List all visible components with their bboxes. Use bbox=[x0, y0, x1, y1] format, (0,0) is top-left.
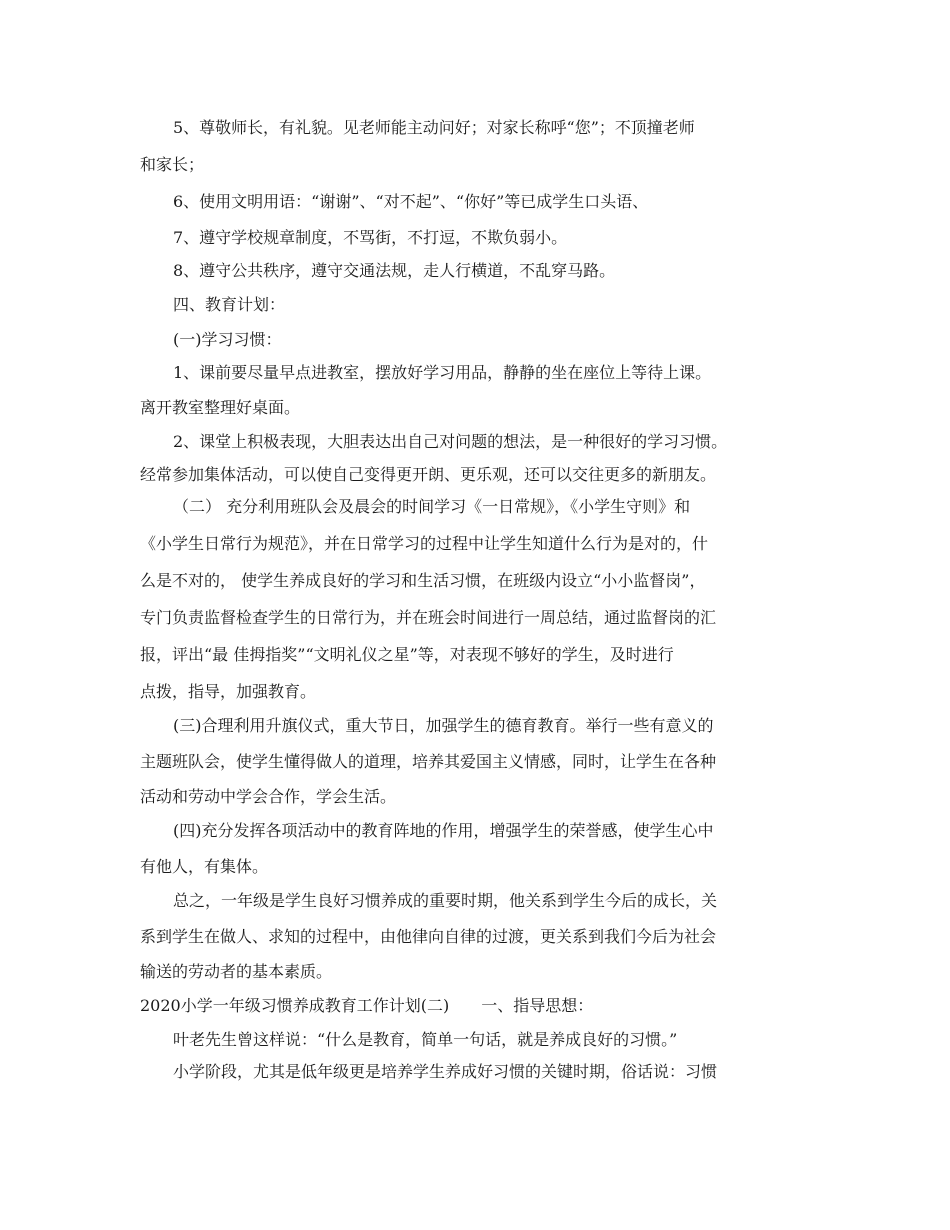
text-line: (四)充分发挥各项活动中的教育阵地的作用，增强学生的荣誉感，使学生心中 bbox=[173, 821, 714, 840]
subsection-heading: (一)学习习惯： bbox=[173, 330, 282, 349]
text-line: 8、遵守公共秩序，遵守交通法规，走人行横道，不乱穿马路。 bbox=[173, 261, 616, 280]
text-line: 5、尊敬师长，有礼貌。见老师能主动问好；对家长称呼“您”；不顶撞老师 bbox=[173, 118, 695, 137]
text-line: 叶老先生曾这样说：“什么是教育，简单一句话，就是养成良好的习惯。” bbox=[173, 1030, 678, 1049]
text-line: 有他人，有集体。 bbox=[140, 857, 269, 876]
text-line: 7、遵守学校规章制度，不骂街，不打逗，不欺负弱小。 bbox=[173, 228, 568, 247]
text-line: 6、使用文明用语：“谢谢”、“对不起”、“你好”等已成学生口头语、 bbox=[173, 192, 649, 211]
text-line: 2、课堂上积极表现，大胆表达出自己对问题的想法，是一种很好的学习习惯。 bbox=[173, 432, 728, 451]
text-line: 活动和劳动中学会合作，学会生活。 bbox=[140, 787, 397, 806]
text-line: 点拨，指导，加强教育。 bbox=[140, 682, 317, 701]
text-line: 输送的劳动者的基本素质。 bbox=[140, 962, 333, 981]
text-line: 主题班队会，使学生懂得做人的道理，培养其爱国主义情感，同时，让学生在各种 bbox=[140, 752, 717, 771]
section-heading: 四、教育计划： bbox=[173, 295, 286, 314]
text-line: 和家长； bbox=[140, 155, 205, 174]
text-line: （二） 充分利用班队会及晨会的时间学习《一日常规》，《小学生守则》和 bbox=[173, 497, 691, 516]
text-line: 小学阶段，尤其是低年级更是培养学生养成好习惯的关键时期，俗话说：习惯 bbox=[173, 1062, 718, 1081]
text-line: 专门负责监督检查学生的日常行为，并在班会时间进行一周总结，通过监督岗的汇 bbox=[140, 608, 717, 627]
text-line: 《小学生日常行为规范》，并在日常学习的过程中让学生知道什么行为是对的，什 bbox=[140, 534, 709, 553]
text-line: 报，评出“最 佳拇指奖”“文明礼仪之星”等，对表现不够好的学生，及时进行 bbox=[140, 645, 674, 664]
text-line: 离开教室整理好桌面。 bbox=[140, 398, 301, 417]
text-line: (三)合理利用升旗仪式，重大节日，加强学生的德育教育。举行一些有意义的 bbox=[173, 716, 714, 735]
text-line: 么是不对的， 使学生养成良好的学习和生活习惯，在班级内设立“小小监督岗”， bbox=[140, 571, 706, 590]
plan-title-line: 2020小学一年级习惯养成教育工作计划(二) 一、指导思想： bbox=[140, 996, 594, 1015]
text-line: 经常参加集体活动，可以使自己变得更开朗、更乐观，还可以交往更多的新朋友。 bbox=[140, 465, 717, 484]
text-line: 总之，一年级是学生良好习惯养成的重要时期，他关系到学生今后的成长，关 bbox=[173, 891, 718, 910]
text-line: 系到学生在做人、求知的过程中，由他律向自律的过渡，更关系到我们今后为社会 bbox=[140, 927, 717, 946]
text-line: 1、课前要尽量早点进教室，摆放好学习用品，静静的坐在座位上等待上课。 bbox=[173, 363, 712, 382]
